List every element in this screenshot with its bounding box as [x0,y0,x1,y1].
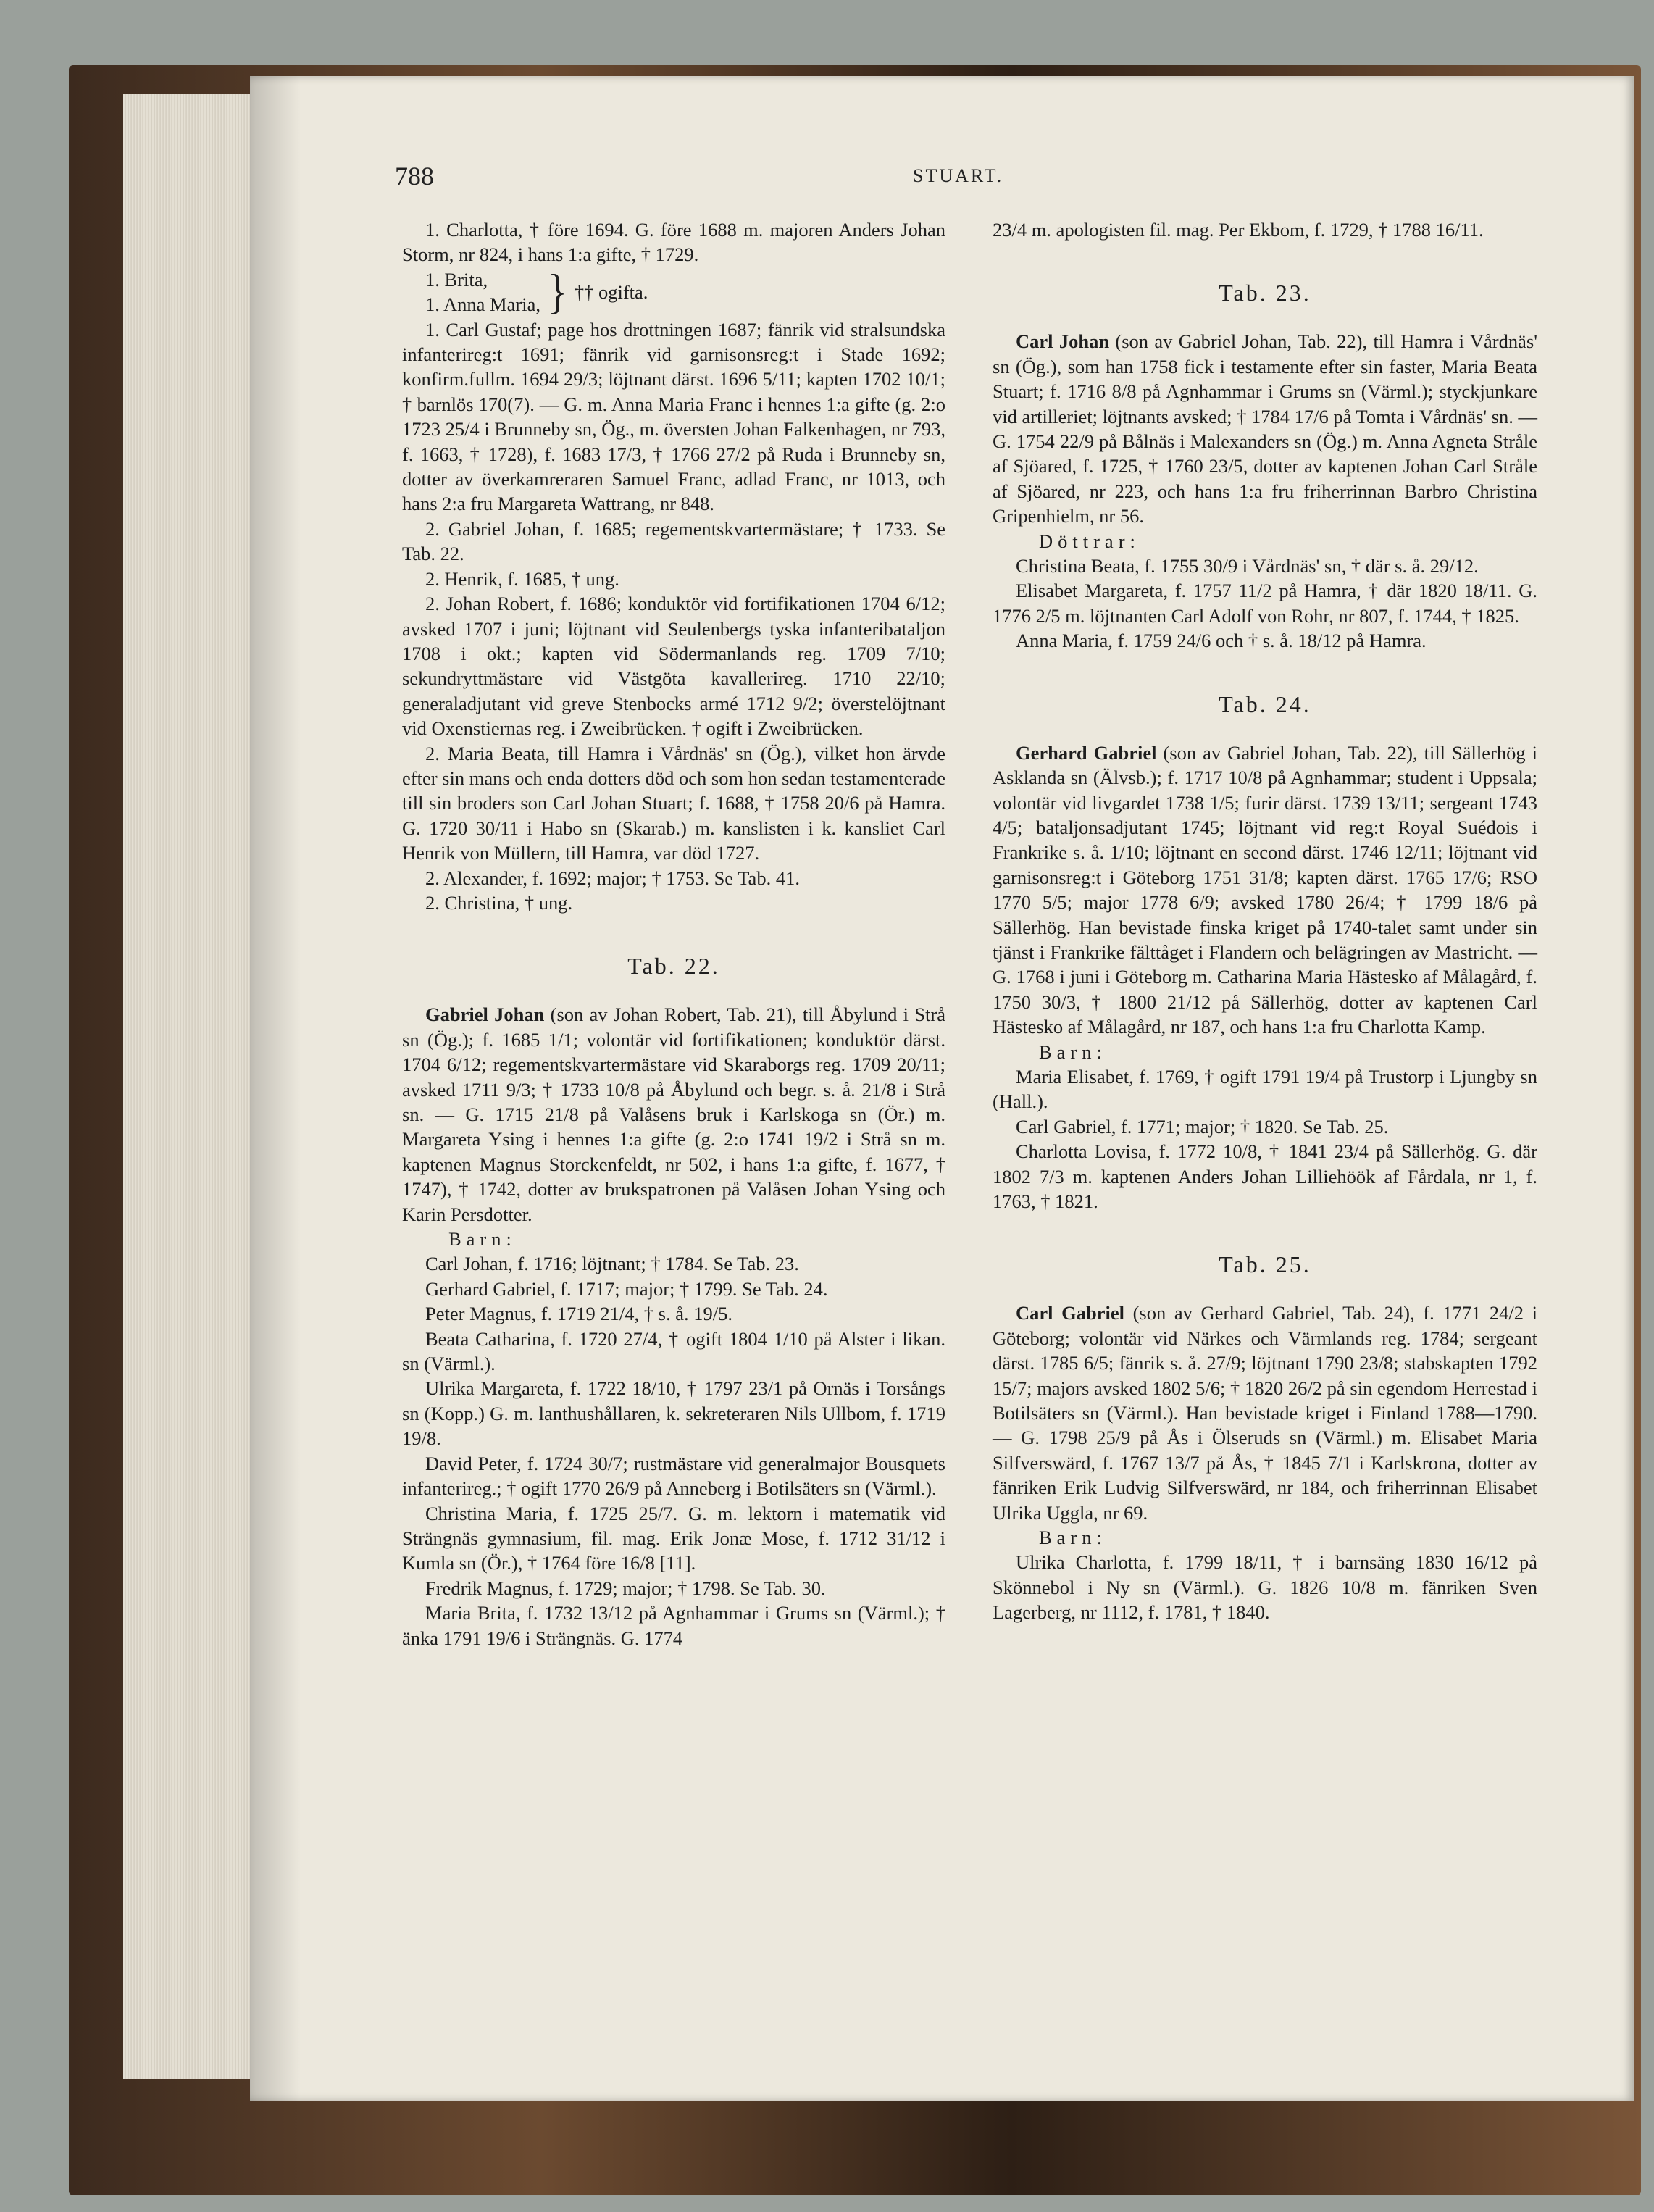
child-entry: Christina Maria, f. 1725 25/7. G. m. lektorn i matematik vid Strängnäs gymnasium, fil. mag. Erik Jonæ Mose, f. 1712 31/12 i Kumla sn (Ör.), † 1764 före 16/8 [11]. [402,1502,945,1574]
dottrar-heading: Döttrar: [1039,530,1140,552]
child-entry: Gerhard Gabriel, f. 1717; major; † 1799. Se Tab. 24. [425,1277,828,1300]
daughter-entry: Elisabet Margareta, f. 1757 11/2 på Hamra, † där 1820 18/11. G. 1776 2/5 m. löjtnanten Carl Adolf von Rohr, nr 807, f. 1744, † 1825. [993,580,1537,627]
entry-henrik: 2. Henrik, f. 1685, † ung. [425,567,619,590]
left-column [402,217,945,1650]
daughter-entry: Anna Maria, f. 1759 24/6 och † s. å. 18/12 på Hamra. [1016,630,1427,652]
daughter-entry: Christina Beata, f. 1755 30/9 i Vårdnäs' sn, † där s. å. 29/12. [1016,555,1479,577]
tab-23-text: (son av Gabriel Johan, Tab. 22), till Hamra i Vårdnäs' sn (Ög.), som han 1758 fick i testamente efter sin faster, Maria Beata Stuart; f. 1716 8/8 på Agnhammar i Grums sn (Värml.); styckjunkare vid artilleriet; löjtnants avsked; † 1784 17/6 på Tomta i Vårdnäs' sn. — G. 1754 22/9 på Bålnäs i Malexanders sn (Ög.) m. Anna Agneta Stråle af Sjöared, f. 1725, † 1760 23/5, dotter av kaptenen Johan Carl Stråle af Sjöared, nr 223, och hans 1:a fru friherrinnan Barbro Christina Gripenhielm, nr 56. [993,330,1537,527]
entry-carl-gustaf: 1. Carl Gustaf; page hos drottningen 1687; fänrik vid stralsundska infanterireg:t 1691; fänrik vid garnisonsreg:t i Stade 1692; konfirm.fullm. 1694 29/3; löjtnant därst. 1696 5/11; kapten 1702 10/1; † barnlös 170(7). — G. m. Anna Maria Franc i hennes 1:a gifte (g. 2:o 1723 25/4 i Brunneby sn, Ög., m. översten Johan Falkenhagen, nr 793, f. 1663, † 1728), f. 1683 17/3, † 1766 27/2 på Ruda i Brunneby sn, dotter av överkamreraren Samuel Franc, adlad Franc, nr 1013, och hans 2:a fru Margareta Wattrang, nr 848. [402,318,945,515]
tab-23-heading: Tab. 23. [1219,280,1311,306]
entry-anna-maria: 1. Anna Maria, [425,293,540,316]
child-entry: Ulrika Charlotta, f. 1799 18/11, † i barnsäng 1830 16/12 på Skönnebol i Ny sn (Värml.). G. 1826 10/8 m. fänriken Sven Lagerberg, nr 1112, f. 1781, † 1840. [993,1551,1537,1624]
entry-maria-beata: 2. Maria Beata, till Hamra i Vårdnäs' sn (Ög.), vilket hon ärvde efter sin mans och enda dotters död och som hon sedan testamenterade till sin broders son Carl Johan Stuart; f. 1688, † 1758 20/6 på Hamra. G. 1720 30/11 i Habo sn (Skarab.) m. kanslisten i k. kansliet Carl Henrik von Müllern, till Hamra, var död 1727. [402,742,945,864]
tab-22-heading: Tab. 22. [627,953,720,980]
child-entry: Beata Catharina, f. 1720 27/4, † ogift 1804 1/10 på Alster i likan. sn (Värml.). [402,1327,945,1375]
entry-charlotta: 1. Charlotta, † före 1694. G. före 1688 m. majoren Anders Johan Storm, nr 824, i hans 1:a gifte, † 1729. [402,219,945,266]
tab-22-body [402,1002,945,1227]
gutter-shadow [250,76,301,2101]
tab-25-heading: Tab. 25. [1219,1251,1311,1278]
child-entry: Carl Gabriel, f. 1771; major; † 1820. Se Tab. 25. [1016,1115,1389,1138]
barn-heading: Barn: [1039,1527,1107,1549]
brace-group [402,265,945,320]
tab-25-name: Carl Gabriel [1016,1302,1124,1324]
child-entry: Peter Magnus, f. 1719 21/4, † s. å. 19/5. [425,1303,732,1325]
right-column [993,217,1537,1625]
entry-gabriel-johan: 2. Gabriel Johan, f. 1685; regementskvartermästare; † 1733. Se Tab. 22. [402,517,945,565]
tab-24-name: Gerhard Gabriel [1016,741,1157,764]
tab-24-text: (son av Gabriel Johan, Tab. 22), till Sällerhög i Asklanda sn (Älvsb.); f. 1717 10/8 på Agnhammar; student i Uppsala; volontär vid livgardet 1738 1/5; furir därst. 1739 13/11; sergeant 1743 4/5; bataljonsadjutant 1745; löjtnant vid reg:t Royal Suédois i Frankrike s. å. 1/10; löjtnant en second därst. 1746 12/11; löjtnant vid garnisonsreg:t i Göteborg 1751 31/8; kapten därst. 1765 17/6; RSO 1770 5/5; major 1778 6/9; avsked 1780 26/4; † 1799 18/6 på Sällerhög. Han bevistade finska kriget på 1740-talet samt under sin tjänst i Frankrike fälttåget i Flandern och belägringen av Mastricht. — G. 1768 i juni i Göteborg m. Catharina Maria Hästesko af Målagård, f. 1750 30/3, † 1800 21/12 på Sällerhög, dotter av kaptenen Carl Hästesko af Målagård, nr 187, och hans 1:a fru Charlotta Kamp. [993,741,1537,1038]
entry-johan-robert: 2. Johan Robert, f. 1686; konduktör vid fortifikationen 1704 6/12; avsked 1707 i juni; löjtnant vid Seulenbergs tyska infanteribataljon 1708 i okt.; kapten vid Södermanlands reg. 1709 7/10; sekundryttmästare vid Västgöta kavallerireg. 1710 22/10; generaladjutant vid greve Stenbocks armé 1712 9/2; överstelöjtnant vid Oxenstiernas reg. i Zweibrücken. † ogift i Zweibrücken. [402,593,945,740]
tab-22-name: Gabriel Johan [425,1003,545,1026]
child-entry: Charlotta Lovisa, f. 1772 10/8, † 1841 23/4 på Sällerhög. G. där 1802 7/3 m. kaptenen Anders Johan Lilliehöök af Fårdala, nr 1, f. 1763, † 1821. [993,1140,1537,1212]
brace-note: †† ogifta. [574,281,648,304]
tab-24-body [993,740,1537,1040]
barn-heading: Barn: [448,1228,517,1251]
child-entry: Ulrika Margareta, f. 1722 18/10, † 1797 23/1 på Ornäs i Torsångs sn (Kopp.) G. m. lanthushållaren, k. sekreteraren Nils Ullbom, f. 1719 19/8. [402,1377,945,1450]
continued-entry: 23/4 m. apologisten fil. mag. Per Ekbom, f. 1729, † 1788 16/11. [993,219,1484,241]
tab-23-body [993,329,1537,528]
barn-heading: Barn: [1039,1040,1107,1063]
tab-23-name: Carl Johan [1016,330,1110,353]
brace-glyph: } [547,265,567,320]
child-entry: Carl Johan, f. 1716; löjtnant; † 1784. Se Tab. 23. [425,1253,799,1275]
running-head: STUART. [913,165,1004,186]
child-entry: Fredrik Magnus, f. 1729; major; † 1798. Se Tab. 30. [425,1577,826,1599]
child-entry: Maria Elisabet, f. 1769, † ogift 1791 19/4 på Trustorp i Ljungby sn (Hall.). [993,1065,1537,1113]
tab-25-body [993,1301,1537,1525]
entry-christina: 2. Christina, † ung. [425,891,573,914]
entry-brita: 1. Brita, [425,268,488,291]
page-number: 788 [395,162,434,191]
tab-25-text: (son av Gerhard Gabriel, Tab. 24), f. 1771 24/2 i Göteborg; volontär vid Närkes och Värmlands reg. 1784; sergeant därst. 1785 6/5; fänrik s. å. 27/9; löjtnant 1790 23/8; stabskapten 1792 15/7; majors avsked 1802 5/6; † 1820 26/2 på sin egendom Herrestad i Botilsäters sn (Värml.). Han bevistade kriget i Finland 1788—1790. — G. 1798 25/9 på Ås i Ölseruds sn (Värml.) m. Elisabet Maria Silfverswärd, f. 1767 13/7 på Ås, † 1845 7/1 i Karlskrona, dotter av fänriken Erik Ludvig Silfverswärd, nr 184, och friherrinnan Elisabet Ulrika Uggla, nr 69. [993,1302,1537,1524]
entry-alexander: 2. Alexander, f. 1692; major; † 1753. Se Tab. 41. [425,867,800,889]
child-entry: David Peter, f. 1724 30/7; rustmästare vid generalmajor Bousquets infanterireg.; † ogift 1770 26/9 på Anneberg i Botilsäters sn (Värml.). [402,1452,945,1500]
child-entry: Maria Brita, f. 1732 13/12 på Agnhammar i Grums sn (Värml.); † änka 1791 19/6 i Strängnäs. G. 1774 [402,1602,945,1649]
tab-22-text: (son av Johan Robert, Tab. 21), till Åbylund i Strå sn (Ög.); f. 1685 1/1; volontär vid fortifikationen; konduktör därst. 1704 6/12; regementskvartermästare vid Skaraborgs reg. 1709 20/11; avsked 1711 9/3; † 1733 10/8 på Åbylund och begr. s. å. 21/8 i Strå sn. — G. 1715 21/8 på Valåsens bruk i Karlskoga sn (Ör.) m. Margareta Ysing i hennes 1:a gifte (g. 2:o 1741 19/2 i Strå sn m. kaptenen Magnus Storckenfeldt, nr 502, i hans 1:a gifte, f. 1677, † 1747), † 1742, dotter av brukspatronen på Valåsen Johan Ysing och Karin Persdotter. [402,1003,946,1225]
tab-24-heading: Tab. 24. [1219,690,1311,717]
